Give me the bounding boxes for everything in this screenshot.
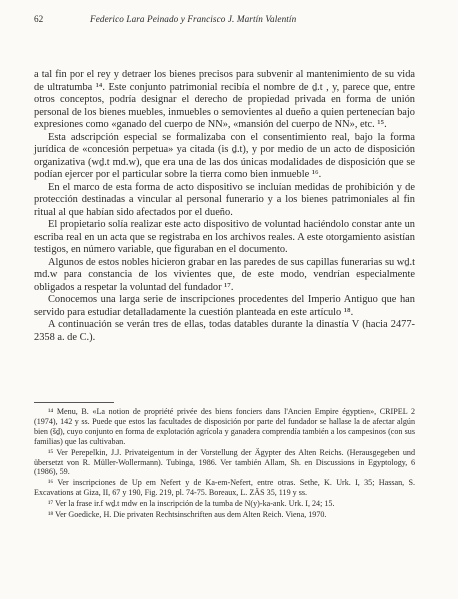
page-header (34, 14, 424, 28)
footnote: ¹⁶ Ver inscripciones de Up em Nefert y de Ka-em-Nefert, entre otras. Sethe, K. Urk. I, 35; Hassan, S. Excavations at Giza, II, 67 y 190, Fig. 219, pl. 74-75. Boreaux, L. ZÄS 35, 119 y ss. (34, 478, 415, 498)
paragraph: En el marco de esta forma de acto dispositivo se incluían medidas de prohibición y de protección destinadas a vincular al personal funerario y a los bienes patrimoniales al fin ritual al que habían sido afectados por el dueño. (34, 181, 415, 218)
footnotes (34, 407, 415, 520)
footnote-divider (34, 402, 114, 403)
body-text (34, 69, 415, 344)
paragraph: Algunos de estos nobles hicieron grabar en las paredes de sus capillas funerarias su wḏ.t md.w para constancia de los vivientes que, de este modo, vendrían especialmente obligados a respetar la voluntad del fundador ¹⁷. (34, 256, 415, 293)
paragraph: El propietario solía realizar este acto dispositivo de voluntad haciéndolo constar ante un escriba real en un acta que se registraba en los archivos reales. A este otorgamiento asistían testigos, en número variable, que figuraban en el documento. (34, 219, 415, 255)
footnote: ¹⁴ Menu, B. «La notion de propriété privée des biens fonciers dans l'Ancien Empire égyptien», CRIPEL 2 (1974), 142 y ss. Puede que estos las facultades de disposición por parte del fundador se hallase la de afectar algún bien (šḏ), cuyo conjunto en forma de explotación agrícola y ganadera comprendía también a los campesinos (con sus familias) que las cultivaban. (34, 407, 415, 446)
running-head: Federico Lara Peinado y Francisco J. Martín Valentín (90, 14, 297, 24)
footnote: ¹⁸ Ver Goedicke, H. Die privaten Rechtsinschriften aus dem Alten Reich. Viena, 1970. (48, 510, 327, 520)
paragraph: a tal fin por el rey y detraer los bienes precisos para subvenir al mantenimiento de su vida de ultratumba ¹⁴. Este conjunto patrimonial recibía el nombre de ḏ.t , y, parece que, entre otros conceptos, podría designar el derecho de propiedad privada en forma de unión personal de los bienes muebles, inmuebles o semovientes al dueño a quien pertenecían bajo expresiones como «ganado del cuerpo de NN», «mansión del cuerpo de NN», etc. ¹⁵. (34, 69, 415, 130)
paragraph: Esta adscripción especial se formalizaba con el consentimiento real, bajo la forma jurídica de «concesión perpetua» ya citada (is ḏ.t), y por medio de un acto de disposición organizativa (wḏ.t md.w), que era una de las dos únicas modalidades de disposición que se podían ejercer por el particular sobre la tierra como bien inmueble ¹⁶. (34, 131, 415, 180)
paragraph: Conocemos una larga serie de inscripciones procedentes del Imperio Antiguo que han servido para estudiar detalladamente la cuestión planteada en este artículo ¹⁸. (34, 294, 415, 318)
footnote: ¹⁷ Ver la frase ir.f wḏ.t mdw en la inscripción de la tumba de N(y)-ka-ank. Urk. I, 24; 15. (48, 499, 335, 509)
footnote: ¹⁵ Ver Perepelkin, J.J. Privateigentum in der Vorstellung der Ägypter des Alten Reichs. (Herausgegeben und übersetzt von R. Müller-Wollermann). Tubinga, 1986. Ver también Allam, Sh. en Discussions in Egyptology, 6 (1986), 59. (34, 447, 415, 477)
page-number: 62 (34, 14, 44, 24)
paragraph: A continuación se verán tres de ellas, todas datables durante la dinastía V (hacia 2477-2358 a. de C.). (34, 319, 415, 343)
